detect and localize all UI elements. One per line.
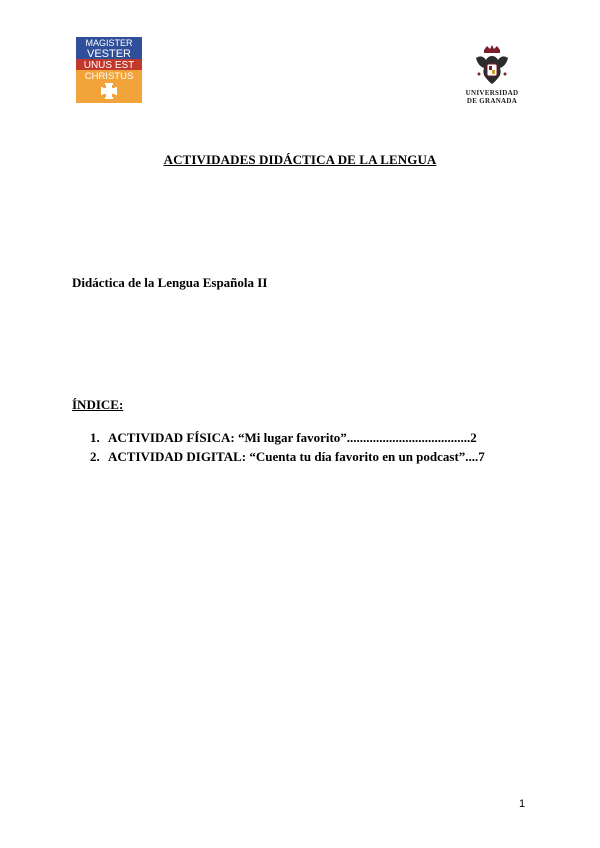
toc-item-number: 2. xyxy=(90,449,100,464)
index-heading: ÍNDICE: xyxy=(72,397,124,412)
magister-logo-graphic xyxy=(76,37,142,103)
magister-logo xyxy=(76,37,142,103)
logo-line-3: UNUS EST xyxy=(83,60,135,71)
logo-line-4: CHRISTUS xyxy=(84,71,134,82)
document-title: ACTIVIDADES DIDÁCTICA DE LA LENGUA xyxy=(163,152,437,167)
toc-item-text: ACTIVIDAD DIGITAL: “Cuenta tu día favorito en un podcast”....7 xyxy=(108,449,485,464)
crown-icon xyxy=(484,45,500,53)
ugr-name-line-2: DE GRANADA xyxy=(466,97,518,105)
subject-name: Didáctica de la Lengua Española II xyxy=(72,275,268,290)
table-of-contents xyxy=(90,428,530,466)
toc-item[interactable] xyxy=(90,428,530,447)
ugr-logo xyxy=(462,44,522,106)
toc-item-text: ACTIVIDAD FÍSICA: “Mi lugar favorito”......................................2 xyxy=(108,430,477,445)
ugr-crest-graphic xyxy=(462,44,522,106)
logo-line-1: MAGISTER xyxy=(85,38,133,48)
page-number: 1 xyxy=(519,798,526,810)
ugr-name-line-1: UNIVERSIDAD xyxy=(465,89,519,97)
toc-item-number: 1. xyxy=(90,430,100,445)
toc-item[interactable] xyxy=(90,447,530,466)
eagle-crest-icon xyxy=(476,56,508,84)
logo-line-2: VESTER xyxy=(86,48,132,60)
